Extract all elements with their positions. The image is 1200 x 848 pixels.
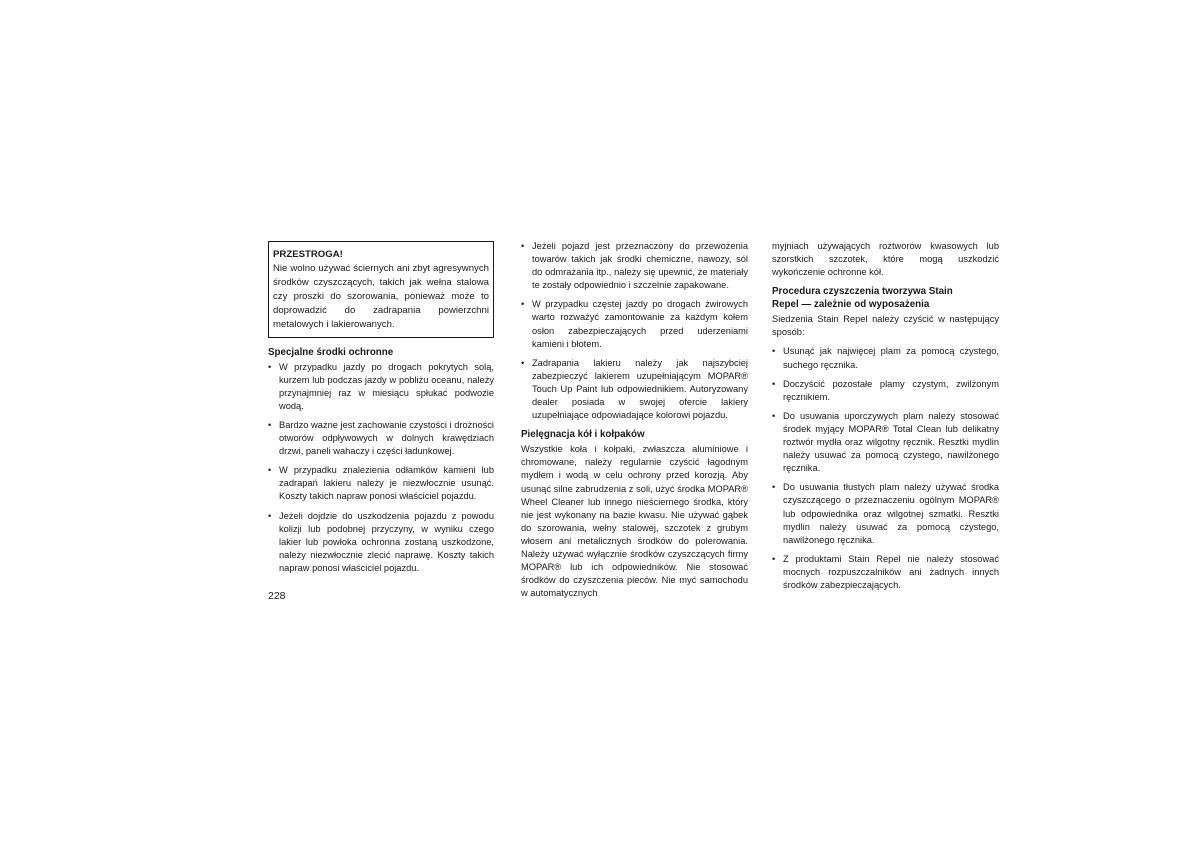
warning-text: Nie wolno używać ściernych ani zbyt agresywnych środków czyszczących, takich jak wełna stalowa czy proszki do szorowania, ponieważ może to doprowadzić do zadrapania powierzchni metalowych i lakierowanych. (273, 263, 489, 331)
bullet-icon: • (521, 241, 525, 251)
bullet-icon: • (772, 482, 776, 493)
list-item: • Do usuwania uporczywych plam należy stosować środek myjący MOPAR® Total Clean lub delikatny roztwór mydła oraz wilgotny ręcznik. Resztki mydlin należy usuwać za pomocą czystego, nawilżonego ręcznika. (772, 410, 999, 474)
list-item: • W przypadku jazdy po drogach pokrytych solą, kurzem lub podczas jazdy w pobliżu oceanu, należy przynajmniej raz w miesiącu spłukać podwozie wodą. (268, 361, 494, 411)
warning-title: PRZESTROGA! (273, 249, 343, 260)
heading-line: Procedura czyszczenia tworzywa Stain (772, 286, 953, 298)
page-number: 228 (268, 590, 286, 602)
bullet-list (268, 361, 494, 575)
column-left (268, 240, 494, 581)
list-item: • W przypadku częstej jazdy po drogach żwirowych warto rozważyć zamontowanie za każdym kołem osłon zabezpieczających przed uderzeniami kamieni i błotem. (521, 299, 748, 349)
bullet-icon: • (268, 465, 272, 476)
paragraph-continuation: myjniach używających roztworów kwasowych lub szorstkich szczotek, które mogą uszkodzić wykończenie ochronne kół. (772, 241, 999, 278)
bullet-icon: • (521, 299, 525, 310)
list-item: • Jeżeli pojazd jest przeznaczony do przewożenia towarów takich jak środki chemiczne, nawozy, sól do odmrażania itp., należy się upewnić, że materiały te zostały odpowiednio i szczelnie zapakowane. (521, 241, 748, 291)
bullet-icon: • (772, 553, 776, 564)
paragraph-intro: Siedzenia Stain Repel należy czyścić w następujący sposób: (772, 314, 999, 338)
bullet-icon: • (268, 419, 272, 430)
heading-line: Repel — zależnie od wyposażenia (772, 299, 930, 311)
list-item: • W przypadku znalezienia odłamków kamieni lub zadrapań lakieru należy je niezwłocznie usunąć. Koszty takich napraw ponosi właściciel pojazdu. (268, 465, 494, 502)
bullet-icon: • (772, 378, 776, 389)
list-item: • Do usuwania tłustych plam należy używać środka czyszczącego o przeznaczeniu ogólnym MOPAR® lub odpowiednika oraz wilgotnej szmatki. Resztki mydlin należy usuwać za pomocą czystego, nawilżonego ręcznika. (772, 482, 999, 545)
list-item: • Usunąć jak najwięcej plam za pomocą czystego, suchego ręcznika. (772, 346, 999, 370)
bullet-icon: • (772, 410, 776, 421)
bullet-icon: • (268, 510, 272, 521)
list-item: • Zadrapania lakieru należy jak najszybciej zabezpieczyć lakierem uzupełniającym MOPAR® Touch Up Paint lub odpowiednikiem. Autoryzowany dealer posiada w swojej ofercie lakiery uzupełniające odpowiadające kolorowi pojazdu. (521, 357, 748, 421)
list-item: • Doczyścić pozostałe plamy czystym, zwilżonym ręcznikiem. (772, 378, 999, 402)
bullet-list (521, 240, 748, 422)
section-heading-wheel-care: Pielęgnacja kół i kołpaków (521, 429, 645, 441)
column-middle (521, 240, 748, 606)
list-item: • Z produktami Stain Repel nie należy stosować mocnych rozpuszczalników ani żadnych innych środków zabezpieczających. (772, 553, 999, 590)
section-heading-special-protection: Specjalne środki ochronne (268, 346, 394, 358)
paragraph: Wszystkie koła i kołpaki, zwłaszcza aluminiowe i chromowane, należy regularnie czyścić łagodnym mydłem i wodą w celu ochrony przed korozją. Aby usunąć silne zabrudzenia z soli, użyć środka MOPAR® Wheel Cleaner lub innego nieściernego środka, który nie jest wykonany na bazie kwasu. Nie używać gąbek do szorowania, wełny stalowej, szczotek z grubym włosem ani metalicznych środków do polerowania. Należy używać wyłącznie środków czyszczących firmy MOPAR® lub ich odpowiedników. Nie stosować środków do czyszczenia pieców. Nie myć samochodu w automatycznych (521, 444, 748, 599)
list-item: • Jeżeli dojdzie do uszkodzenia pojazdu z powodu kolizji lub podobnej przyczyny, w wyniku czego lakier lub powłoka ochronna zostaną uszkodzone, należy niezwłocznie zlecić naprawę. Koszty takich napraw ponosi właściciel pojazdu. (268, 510, 494, 573)
column-right (772, 240, 999, 598)
warning-box (268, 241, 494, 338)
bullet-icon: • (521, 357, 525, 368)
bullet-icon: • (772, 346, 776, 357)
bullet-list (772, 345, 999, 592)
list-item: • Bardzo ważne jest zachowanie czystości i drożności otworów odpływowych w dolnych krawędziach drzwi, paneli wahaczy i części ładunkowej. (268, 419, 494, 457)
section-heading-stain-repel (772, 285, 999, 311)
bullet-icon: • (268, 361, 272, 372)
